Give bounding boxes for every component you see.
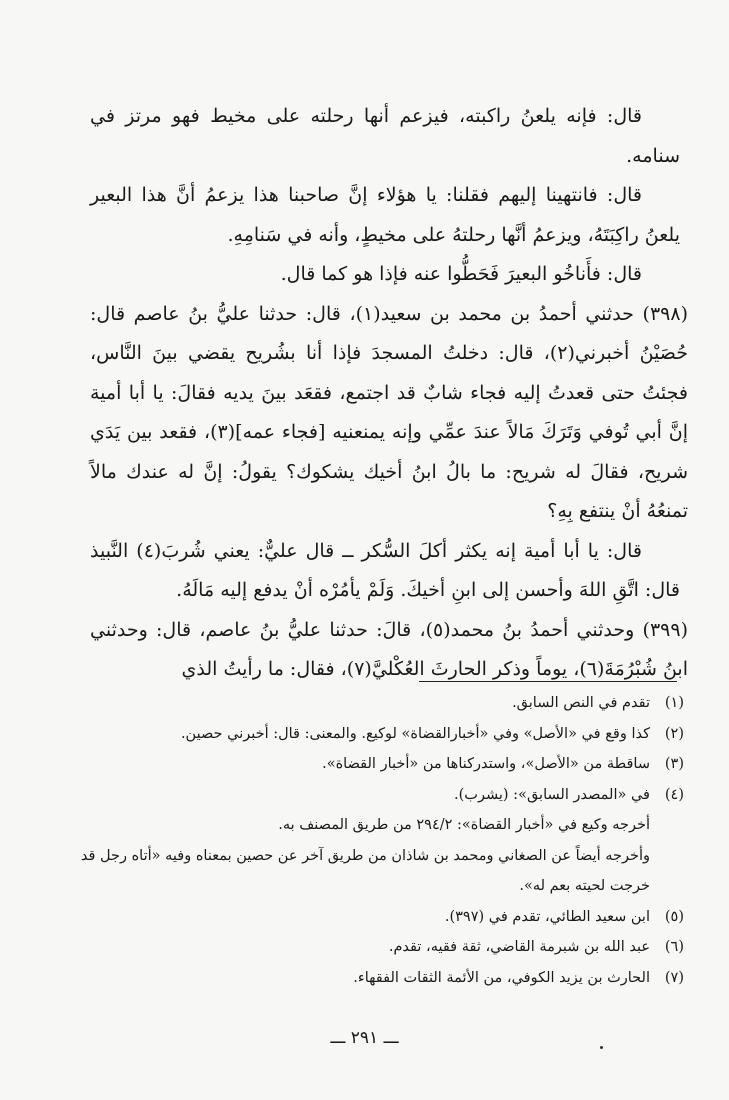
paragraph: قال: فأَناخُو البعيرَ فَحَطُّوا عنه فإذا هو كما قال. xyxy=(280,263,642,285)
footnote-number: (٦) xyxy=(664,939,684,955)
hadith-entry-398: (٣٩٨) حدثني أحمدُ بن محمد بن سعيد(١)، قال: حدثنا عليُّ بنُ عاصم قال: حُصَيْنُ أخبرني(٢)، قال: دخلتُ المسجدَ فإذا أنا بشُريح يقضي بينَ النَّاس، فجئتُ حتى قعدتُ إليه فجاء شابٌ قد اجتمع، فقعَد بينَ يديه فقالَ: يا أبا أمية إنَّ أبي تُوفي وَتَرَكَ مَالاً عندَ عمِّي وإنه يمنعنيه [فجاء عمه](٣)، فقعد بين يَدَي شريح، فقالَ له شريح: ما بالُ ابنُ أخيك يشكوك؟ يقولُ: إنَّ له عندك مالاً تمنعُهُ أنْ ينتفع بِهِ؟ xyxy=(90,302,689,522)
footnote-number: (٥) xyxy=(664,908,684,925)
footnote xyxy=(80,902,684,933)
footnote-text: في «المصدر السابق»: (يشرب). xyxy=(454,786,650,803)
hadith-entry-399: (٣٩٩) وحدثني أحمدُ بنُ محمد(٥)، قالَ: حدثنا عليُّ بنُ عاصم، قال: وحدثني ابنُ شُبْرُمَةَ(٦)، يوماً وذكر الحارثَ العُكْليَّ(٧)، فقال: ما رأيتُ الذي xyxy=(90,618,689,680)
footnote xyxy=(80,780,684,811)
main-text xyxy=(90,97,689,690)
footnote xyxy=(80,719,684,750)
footnote-number: (٤) xyxy=(664,786,684,803)
footnote xyxy=(80,749,684,780)
footnote-number: (٢) xyxy=(664,725,684,742)
footnote-separator xyxy=(419,681,677,682)
footnote-text: عبد الله بن شبرمة القاضي، ثقة فقيه، تقدم. xyxy=(388,939,650,955)
paragraph: قال: فإنه يلعنُ راكبته، فيزعم أنها رحلته على مخيط فهو مرتز في سنامه. xyxy=(90,105,680,167)
footnote-number: (٣) xyxy=(664,756,684,772)
footnote-text: كذا وقع في «الأصل» وفي «أخبارالقضاة» لوكيع. والمعنى: قال: أخبرني حصين. xyxy=(180,725,650,742)
footnote-text: تقدم في النص السابق. xyxy=(512,695,650,711)
footnote-number: (١) xyxy=(664,695,684,711)
ink-dot xyxy=(600,1046,603,1049)
footnote-text: ابن سعيد الطائي، تقدم في (٣٩٧). xyxy=(444,908,650,925)
page-number: ـــ ٢٩١ ـــ xyxy=(330,1028,399,1048)
footnote-text: أخرجه وكيع في «أخبار القضاة»: ٢٩٤/٢ من طريق المصنف به. xyxy=(278,817,650,833)
footnote xyxy=(80,688,684,719)
footnote xyxy=(80,963,684,994)
paragraph: قال: يا أبا أمية إنه يكثر أكلَ السُّكر ــ قال عليٌّ: يعني شُربَ(٤) النَّبيذ قال: اتَّقِ اللهَ وأحسن إلى ابنِ أخيكَ. وَلَمْ يأمُرْه أنْ يدفع إليه مَالَهُ. xyxy=(90,539,680,601)
footnote-number: (٧) xyxy=(664,969,684,986)
footnotes xyxy=(80,688,684,993)
footnote-text: وأخرجه أيضاً عن الصغاني ومحمد بن شاذان من طريق آخر عن حصين بمعناه وفيه «أتاه رجل قد خرجت لحيته بعم له». xyxy=(80,847,650,894)
footnote xyxy=(80,932,684,963)
footnote-continuation xyxy=(80,810,684,841)
paragraph: قال: فانتهينا إليهم فقلنا: يا هؤلاء إنَّ صاحبنا هذا يزعمُ أنَّ هذا البعير يلعنُ راكِبَتَهُ، ويزعمُ أنَّها رحلتهُ على مخيطٍ، وأنه في سَنامِهِ. xyxy=(90,184,680,246)
footnote-text: الحارث بن يزيد الكوفي، من الأئمة الثقات الفقهاء. xyxy=(353,969,650,986)
footnote-text: ساقطة من «الأصل»، واستدركناها من «أخبار القضاة». xyxy=(322,756,650,772)
footnote-continuation xyxy=(80,841,684,902)
